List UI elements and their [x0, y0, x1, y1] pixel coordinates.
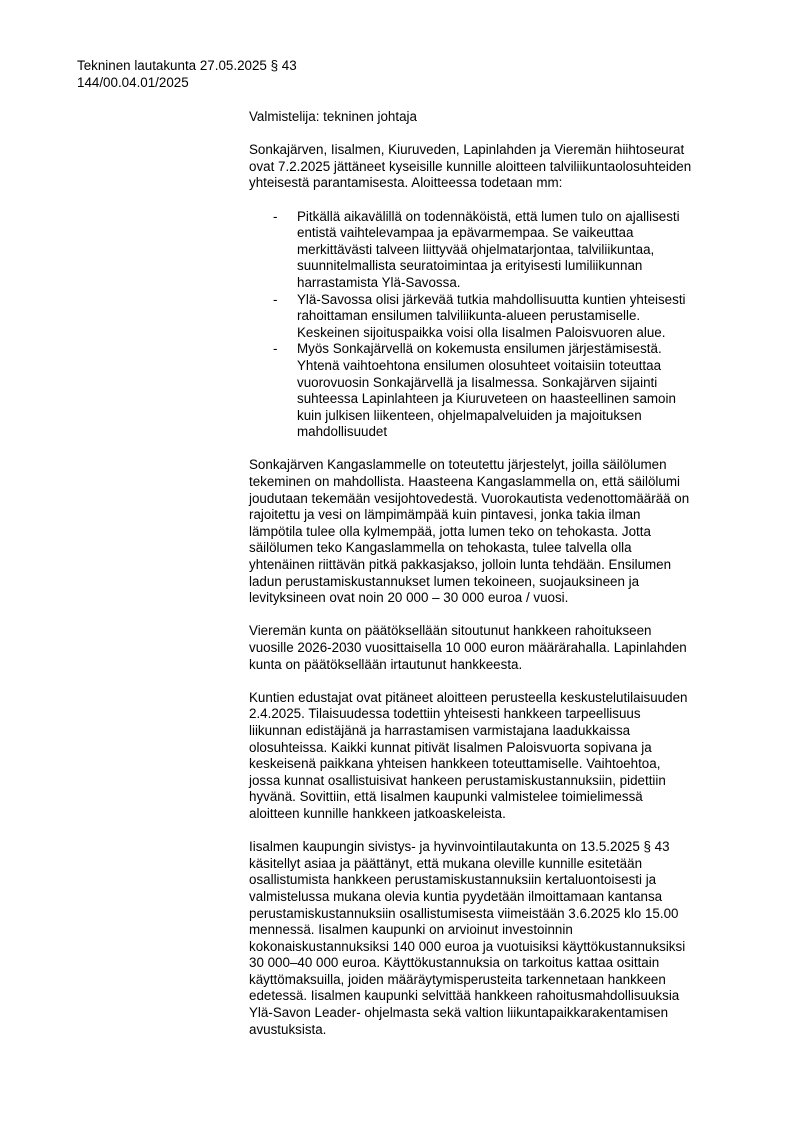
- text-line: perustamiskustannuksiin osallistumisesta viimeistään 3.6.2025 klo 15.00: [249, 905, 679, 921]
- text-line: olosuhteissa. Kaikki kunnat pitivät Iisalmen Paloisvuorta sopivana ja: [249, 739, 652, 755]
- text-line: valmistelussa mukana olevia kuntia pyydetään ilmoittamaan kantansa: [249, 888, 663, 904]
- document-header: [77, 58, 477, 91]
- text-line: harrastamista Ylä-Savossa.: [297, 274, 461, 290]
- text-line: kokonaiskustannuksiksi 140 000 euroa ja vuotuisiksi käyttökustannuksiksi: [249, 938, 686, 954]
- text-line: mahdollisuudet: [297, 424, 388, 440]
- text-line: Myös Sonkajärvellä on kokemusta ensilumen järjestämisestä.: [297, 341, 662, 357]
- text-line: Yhtenä vaihtoehtona ensilumen olosuhteet voitaisiin toteuttaa: [297, 357, 662, 373]
- list-item: [249, 292, 749, 342]
- text-line: joudutaan tekemään vesijohtovedestä. Vuorokautista vedenottomäärää on: [249, 490, 690, 506]
- text-line: levityksineen ovat noin 20 000 – 30 000 euroa / vuosi.: [249, 590, 569, 606]
- text-line: rahoittaman ensilumen talviliikunta-alueen perustamiselle.: [297, 308, 641, 324]
- text-line: tekeminen on mahdollista. Haasteena Kangaslammella on, että säilölumi: [249, 474, 680, 490]
- text-line: säilölumen teko Kangaslammella on tehokasta, tulee talvella olla: [249, 540, 632, 556]
- text-line: ovat 7.2.2025 jättäneet kyseisille kunnille aloitteen talviliikuntaolosuhteiden: [249, 158, 692, 174]
- text-line: jossa kunnat osallistuisivat hankeen perustamiskustannuksiin, pidettiin: [249, 772, 666, 788]
- text-line: aloitteen kunnille hankkeen jatkoaskeleista.: [249, 805, 506, 821]
- body-paragraph: [249, 457, 749, 606]
- text-line: osallistumista hankkeen perustamiskustannuksiin kertaluontoisesti ja: [249, 872, 657, 888]
- text-line: Sonkajärven Kangaslammelle on toteutettu järjestelyt, joilla säilölumen: [249, 457, 667, 473]
- text-line: Iisalmen kaupungin sivistys- ja hyvinvointilautakunta on 13.5.2025 § 43: [249, 839, 670, 855]
- text-line: kunta on päätöksellään irtautunut hankkeesta.: [249, 656, 523, 672]
- case-number: 144/00.04.01/2025: [77, 74, 189, 90]
- body-paragraph: [249, 623, 749, 673]
- intro-paragraph: [249, 142, 749, 192]
- text-line: käsitellyt asiaa ja päättänyt, että mukana oleville kunnille esitetään: [249, 855, 643, 871]
- text-line: ladun perustamiskustannukset lumen tekoineen, suojauksineen ja: [249, 573, 640, 589]
- text-line: lämpötila tulee olla kylmempää, jotta lumen teko on tehokasta. Jotta: [249, 523, 651, 539]
- text-line: 30 000–40 000 euroa. Käyttökustannuksia on tarkoitus kattaa osittain: [249, 955, 660, 971]
- text-line: Kuntien edustajat ovat pitäneet aloitteen perusteella keskustelutilaisuuden: [249, 689, 688, 705]
- text-line: Vieremän kunta on päätöksellään sitoutunut hankkeen rahoitukseen: [249, 623, 652, 639]
- text-line: vuorovuosin Sonkajärvellä ja Iisalmessa. Sonkajärven sijainti: [297, 374, 658, 390]
- document-body: [249, 109, 749, 1055]
- text-line: Sonkajärven, Iisalmen, Kiuruveden, Lapinlahden ja Vieremän hiihtoseurat: [249, 142, 685, 158]
- list-item: [249, 341, 749, 441]
- body-paragraph: [249, 690, 749, 823]
- text-line: Ylä-Savossa olisi järkevää tutkia mahdollisuutta kuntien yhteisesti: [297, 291, 686, 307]
- text-line: entistä vaihtelevampaa ja epävarmempaa. Se vaikeuttaa: [297, 225, 634, 241]
- preparer-line: Valmistelija: tekninen johtaja: [249, 109, 417, 124]
- text-line: vuosille 2026-2030 vuosittaisella 10 000 euron määrärahalla. Lapinlahden: [249, 640, 687, 655]
- bullet-dash: -: [273, 341, 278, 357]
- text-line: hyvänä. Sovittiin, että Iisalmen kaupunki valmistelee toimielimessä: [249, 789, 643, 805]
- text-line: kuin julkisen liikenteen, ohjelmapalveluiden ja majoituksen: [297, 407, 642, 423]
- body-paragraph: [249, 839, 749, 1038]
- text-line: suhteessa Lapinlahteen ja Kiuruveteen on haasteellinen samoin: [297, 391, 676, 407]
- text-line: suunnitelmallista seuratoimintaa ja erityisesti lumiliikunnan: [297, 258, 643, 274]
- text-line: liikunnan edistäjänä ja harrastamisen varmistajana laadukkaissa: [249, 722, 631, 738]
- initiative-points-list: [249, 209, 749, 441]
- text-line: Pitkällä aikavälillä on todennäköistä, että lumen tulo on ajallisesti: [297, 208, 680, 224]
- text-line: merkittävästi talveen liittyvää ohjelmatarjontaa, talviliikuntaa,: [297, 241, 655, 257]
- bullet-dash: -: [273, 208, 278, 224]
- text-line: yhtenäinen riittävän pitkä pakkasjakso, jolloin lunta tehdään. Ensilumen: [249, 557, 672, 573]
- list-item: [249, 209, 749, 292]
- text-line: mennessä. Iisalmen kaupunki on arvioinut investoinnin: [249, 922, 573, 938]
- text-line: yhteisestä parantamisesta. Aloitteessa todetaan mm:: [249, 175, 563, 191]
- text-line: käyttömaksuilla, joiden määräytymisperusteita tarkennetaan hankkeen: [249, 971, 666, 987]
- text-line: edetessä. Iisalmen kaupunki selvittää hankkeen rahoitusmahdollisuuksia: [249, 988, 680, 1004]
- meeting-reference: Tekninen lautakunta 27.05.2025 § 43: [77, 58, 297, 73]
- text-line: keskeisenä paikkana yhteisen hankkeen toteuttamiselle. Vaihtoehtoa,: [249, 756, 661, 772]
- text-line: Ylä-Savon Leader- ohjelmasta sekä valtion liikuntapaikkarakentamisen: [249, 1005, 669, 1021]
- text-line: 2.4.2025. Tilaisuudessa todettiin yhteisesti hankkeen tarpeellisuus: [249, 706, 641, 722]
- text-line: Keskeinen sijoituspaikka voisi olla Iisalmen Paloisvuoren alue.: [297, 324, 666, 340]
- text-line: rajoitettu ja vesi on lämpimämpää kuin pintavesi, jonka takia ilman: [249, 507, 641, 523]
- text-line: avustuksista.: [249, 1021, 327, 1037]
- bullet-dash: -: [273, 291, 278, 307]
